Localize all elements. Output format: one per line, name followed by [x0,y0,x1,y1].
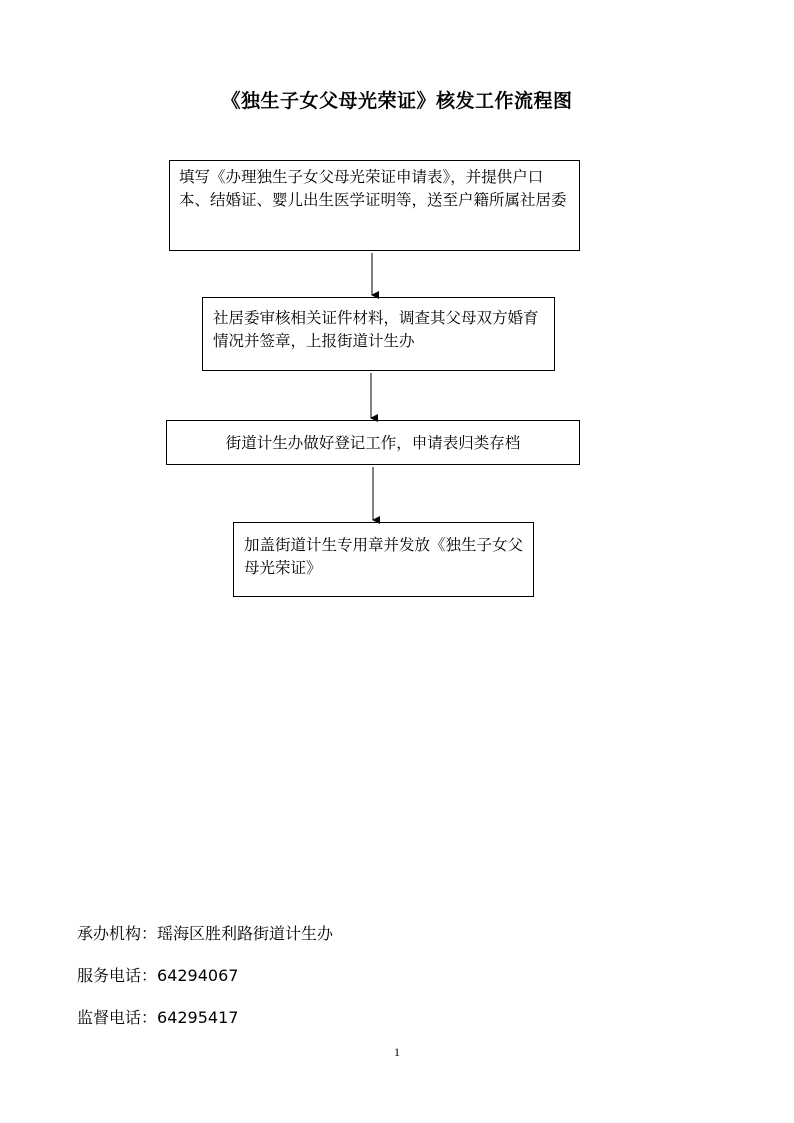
flow-step-3-text: 街道计生办做好登记工作，申请表归类存档 [225,434,521,452]
footer-service-phone [77,963,238,986]
flow-step-1-text: 填写《办理独生子女父母光荣证申请表》，并提供户口本、结婚证、婴儿出生医学证明等，送至户籍所属社居委 [179,168,567,209]
page-number: 1 [394,1045,400,1059]
footer-organization [77,921,333,944]
footer-service-phone-label: 服务电话： [77,966,158,985]
footer-org-value: 瑶海区胜利路街道计生办 [157,924,334,943]
flow-step-4-text: 加盖街道计生专用章并发放《独生子女父母光荣证》 [244,536,524,577]
flow-step-2-text: 社居委审核相关证件材料，调查其父母双方婚育情况并签章，上报街道计生办 [213,309,539,350]
footer-org-label: 承办机构： [77,924,158,943]
footer-supervise-phone-label: 监督电话： [77,1008,158,1027]
footer-supervise-phone [77,1005,238,1028]
document-title: 《独生子女父母光荣证》核发工作流程图 [221,90,573,112]
footer-supervise-phone-value: 64295417 [157,1008,239,1027]
footer-service-phone-value: 64294067 [157,966,239,985]
